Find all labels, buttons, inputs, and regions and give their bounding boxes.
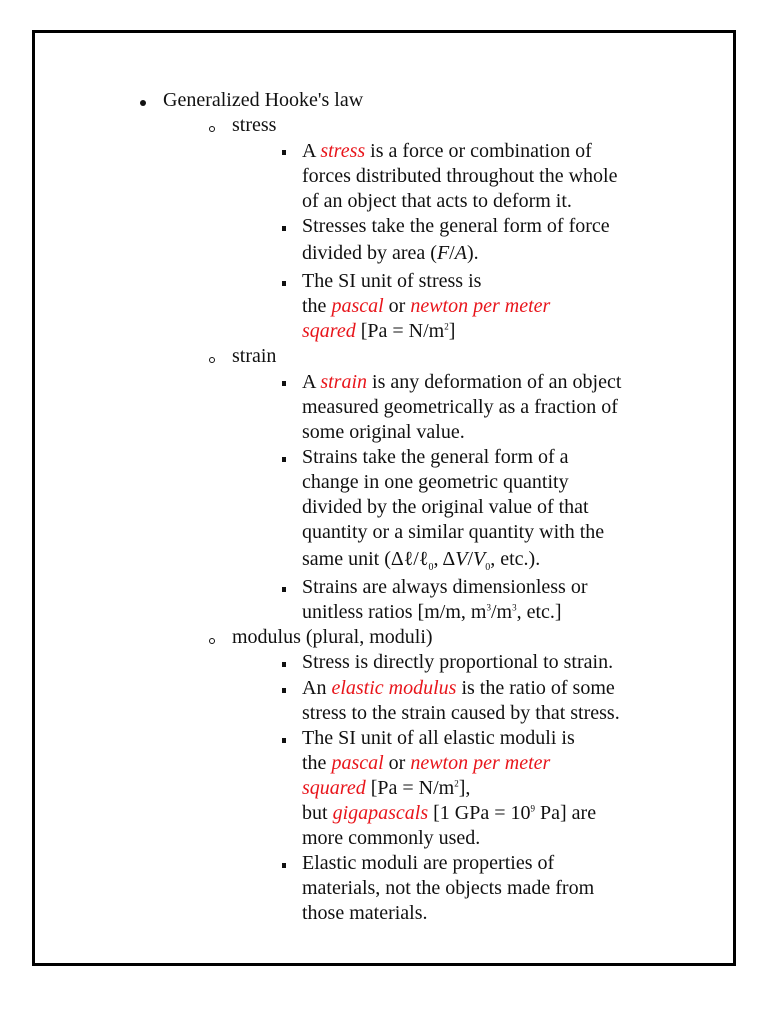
term-pascal: pascal: [331, 295, 384, 317]
term-newton-per-meter-2: newton per meter: [410, 752, 551, 774]
stress-form-line2: divided by area (F/A).: [302, 242, 479, 264]
bullet-disc: [140, 100, 146, 106]
stress-def-line1: A stress is a force or combination of: [302, 140, 592, 162]
strain-form-line3: divided by the original value of that: [302, 496, 589, 518]
heading-modulus: modulus (plural, moduli): [232, 626, 433, 648]
bullet-square: [282, 281, 286, 286]
stress-unit-line3: sqared $[Pa = N/m^2]$: [302, 320, 456, 342]
modulus-unit-line4: but gigapascals [1 GPa = $10^9$ Pa] are: [302, 802, 597, 824]
strain-form-line1: Strains take the general form of a: [302, 446, 569, 468]
heading-strain: strain: [232, 345, 277, 367]
strain-def-line1: A strain is any deformation of an object: [302, 371, 622, 393]
strain-def-line2: measured geometrically as a fraction of: [302, 396, 618, 418]
stress-form-line1: Stresses take the general form of force: [302, 215, 610, 237]
strain-form-line5: same unit (Δℓ/ℓ$_0$, $\Delta V/V_0$, etc.).: [302, 548, 541, 573]
outline-title: Generalized Hooke's law: [163, 89, 364, 111]
bullet-square: [282, 226, 286, 231]
bullet-square: [282, 150, 286, 155]
term-elastic-modulus: elastic modulus: [331, 677, 457, 699]
bullet-square: [282, 457, 286, 462]
strain-ratio-line2: unitless ratios [m/m, $m^3/m^3$, etc.]: [302, 601, 562, 623]
term-sqared: sqared: [302, 320, 356, 342]
heading-stress: stress: [232, 114, 277, 136]
modulus-def-line1: An elastic modulus is the ratio of some: [302, 677, 615, 699]
strain-form-line4: quantity or a similar quantity with the: [302, 521, 605, 543]
bullet-circle: [209, 638, 215, 644]
stress-unit-line2: the pascal or newton per meter: [302, 295, 551, 317]
modulus-unit-line2: the pascal or newton per meter: [302, 752, 551, 774]
term-strain: strain: [320, 371, 368, 393]
bullet-circle: [209, 357, 215, 363]
modulus-unit-line3: squared $[Pa = N/m^2]$,: [302, 777, 471, 799]
modulus-prop-line1: Stress is directly proportional to strain.: [302, 651, 614, 673]
bullet-square: [282, 738, 286, 743]
stress-def-line2: forces distributed throughout the whole: [302, 165, 618, 187]
bullet-square: [282, 662, 286, 667]
bullet-square: [282, 587, 286, 592]
modulus-def-line2: stress to the strain caused by that stress.: [302, 702, 620, 724]
term-squared: squared: [302, 777, 366, 799]
strain-ratio-line1: Strains are always dimensionless or: [302, 576, 588, 598]
modulus-unit-line5: more commonly used.: [302, 827, 481, 849]
modulus-unit-line1: The SI unit of all elastic moduli is: [302, 727, 575, 749]
bullet-square: [282, 381, 286, 386]
bullet-square: [282, 863, 286, 868]
term-gigapascals: gigapascals: [332, 802, 429, 824]
term-newton-per-meter: newton per meter: [410, 295, 551, 317]
strain-def-line3: some original value.: [302, 421, 465, 443]
modulus-prop2-line1: Elastic moduli are properties of: [302, 852, 555, 874]
stress-def-line3: of an object that acts to deform it.: [302, 190, 572, 212]
modulus-prop2-line3: those materials.: [302, 902, 428, 924]
bullet-square: [282, 688, 286, 693]
term-stress: stress: [320, 140, 366, 162]
bullet-circle: [209, 126, 215, 132]
modulus-prop2-line2: materials, not the objects made from: [302, 877, 595, 899]
strain-form-line2: change in one geometric quantity: [302, 471, 569, 493]
term-pascal-2: pascal: [331, 752, 384, 774]
stress-unit-line1: The SI unit of stress is: [302, 270, 482, 292]
